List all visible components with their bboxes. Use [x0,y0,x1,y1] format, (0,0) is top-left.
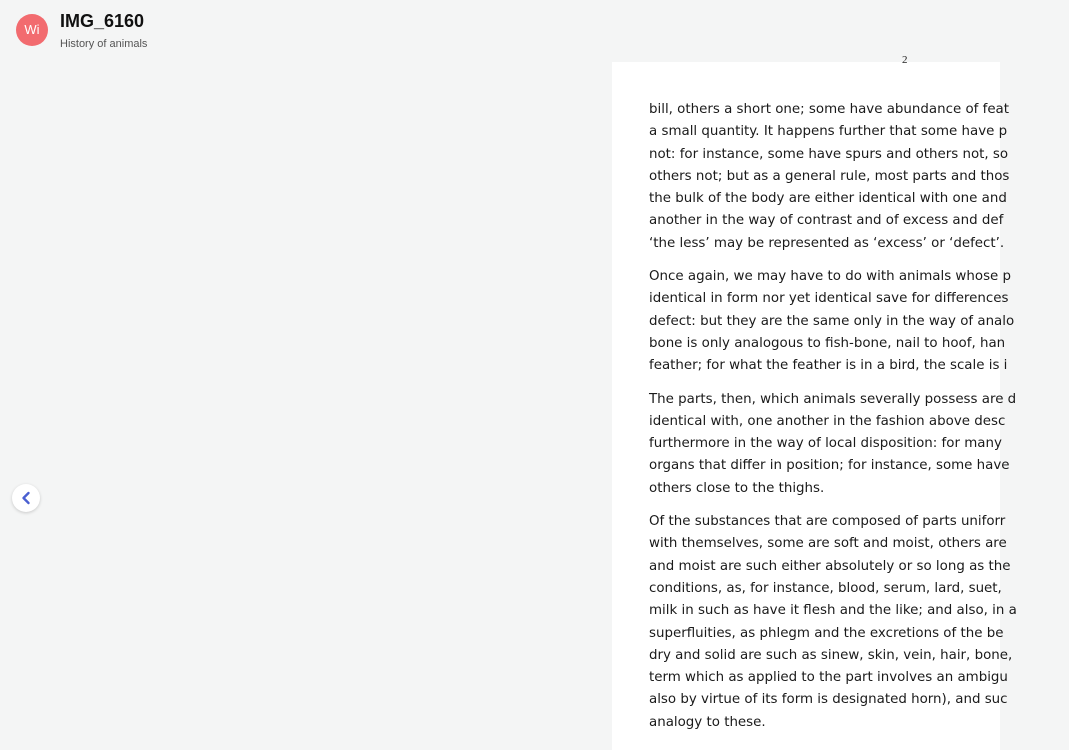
text-line: and moist are such either absolutely or so long as the [649,558,1011,574]
text-line: also by virtue of its form is designated horn), and suc [649,692,1008,708]
chevron-left-icon [19,491,33,505]
text-line: bone is only analogous to fish-bone, nail to hoof, han [649,335,1006,351]
paragraph [649,99,1069,255]
text-line: superfluities, as phlegm and the excretions of the be [649,625,1004,641]
file-title: IMG_6160 [60,11,145,31]
text-line: Of the substances that are composed of parts uniforr [649,514,1006,530]
text-line: identical in form nor yet identical save for differences [649,291,1009,307]
paragraph [649,511,1069,734]
text-line: analogy to these. [649,714,766,730]
text-line: a small quantity. It happens further that some have p [649,124,1008,140]
text-line: milk in such as have it flesh and the like; and also, in a [649,603,1017,619]
text-line: others not; but as a general rule, most parts and thos [649,168,1010,184]
avatar: Wi [16,14,48,46]
text-line: furthermore in the way of local disposition: for many [649,436,1002,452]
text-line: dry and solid are such as sinew, skin, vein, hair, bone, [649,647,1013,663]
text-line: Once again, we may have to do with animals whose p [649,269,1012,285]
text-line: the bulk of the body are either identical with one and [649,191,1007,207]
paragraph [649,266,1069,377]
text-line: feather; for what the feather is in a bird, the scale is i [649,358,1008,374]
paragraph [649,389,1069,500]
text-line: with themselves, some are soft and moist, others are [649,536,1007,552]
text-line: another in the way of contrast and of excess and def [649,213,1004,229]
file-subtitle: History of animals [60,38,148,50]
text-line: term which as applied to the part involves an ambigu [649,670,1008,686]
text-line: conditions, as, for instance, blood, serum, lard, suet, [649,580,1002,596]
text-line: identical with, one another in the fashion above desc [649,413,1006,429]
text-line: organs that differ in position; for instance, some have [649,458,1010,474]
text-line: defect: but they are the same only in the way of analo [649,313,1015,329]
previous-page-button[interactable] [12,484,40,512]
text-line: not: for instance, some have spurs and others not, so [649,146,1009,162]
document-page [612,54,1017,750]
text-line: ‘the less’ may be represented as ‘excess’ or ‘defect’. [649,235,1005,251]
text-line: bill, others a short one; some have abundance of feat [649,102,1010,117]
document-text [649,99,1069,745]
viewer-header [0,0,1000,62]
text-line: The parts, then, which animals severally possess are d [649,391,1017,407]
text-line: others close to the thighs. [649,480,825,496]
page-number: 2 [902,54,908,66]
